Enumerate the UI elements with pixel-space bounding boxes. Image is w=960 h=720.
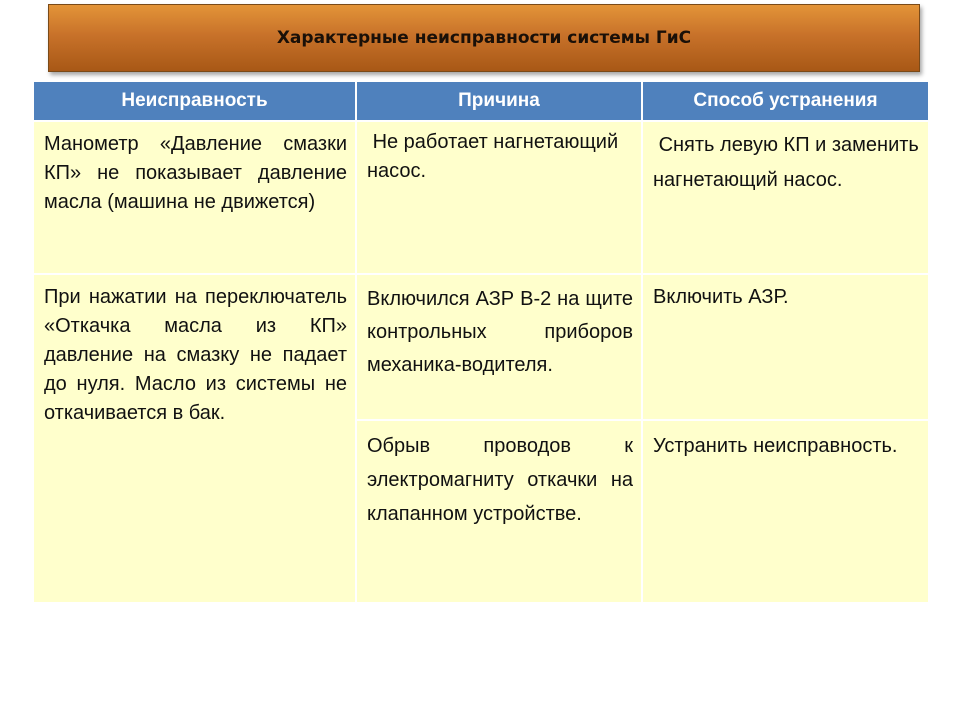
remedy-cell: Снять левую КП и заменить нагнетающий насос. xyxy=(642,121,928,274)
cause-cell: Обрыв проводов к электромагниту откачки на клапанном устройстве. xyxy=(356,420,642,603)
header-cause: Причина xyxy=(356,82,642,121)
table-header-row xyxy=(34,82,928,121)
fault-cell: Манометр «Давление смазки КП» не показывает давление масла (машина не движется) xyxy=(34,121,356,274)
remedy-cell: Устранить неисправность. xyxy=(642,420,928,603)
table-row xyxy=(34,274,928,420)
header-fault: Неисправность xyxy=(34,82,356,121)
fault-cell: При нажатии на переключатель «Откачка масла из КП» давление на смазку не падает до нуля. Масло из системы не откачивается в бак. xyxy=(34,274,356,603)
remedy-cell: Включить АЗР. xyxy=(642,274,928,420)
cause-cell: Включился АЗР В-2 на щите контрольных приборов механика-водителя. xyxy=(356,274,642,420)
cause-cell: Не работает нагнетающий насос. xyxy=(356,121,642,274)
table-row xyxy=(34,121,928,274)
title-banner xyxy=(48,4,920,72)
slide-title: Характерные неисправности системы ГиС xyxy=(276,28,692,48)
header-remedy: Способ устранения xyxy=(642,82,928,121)
faults-table xyxy=(34,82,928,604)
